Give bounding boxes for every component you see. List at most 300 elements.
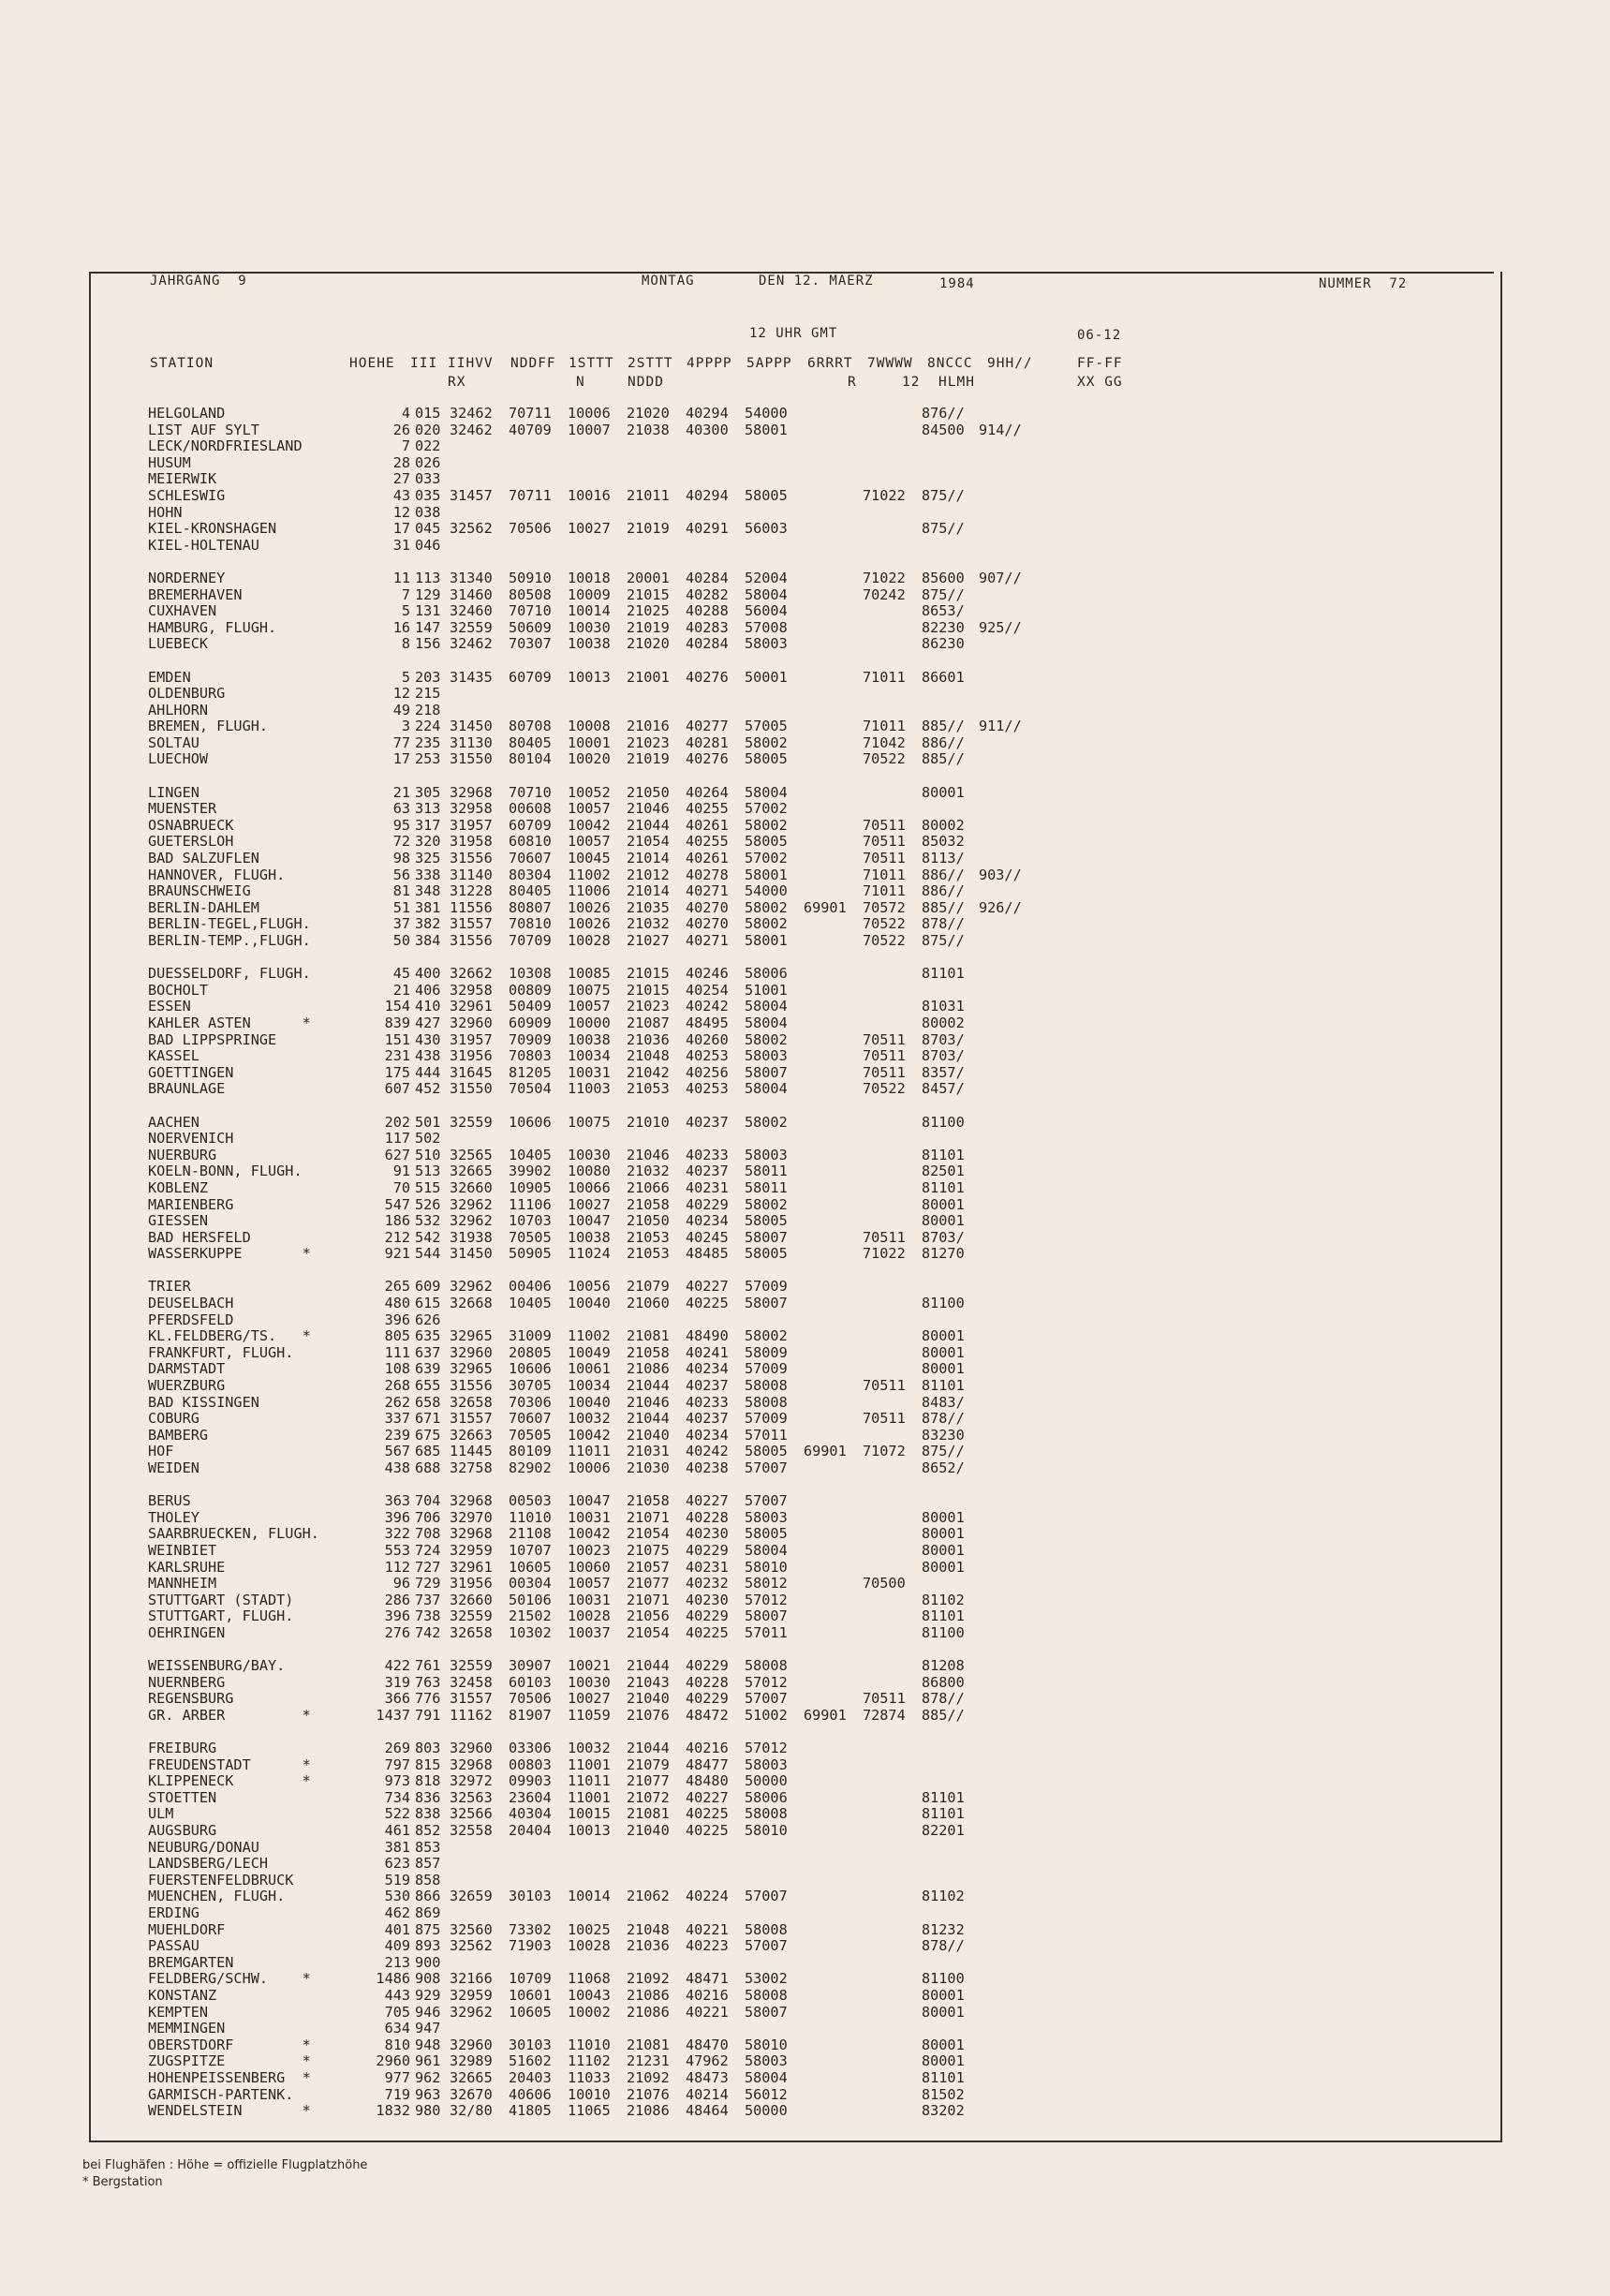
obs-cell: 235 [415,733,441,751]
obs-cell: 58004 [745,998,788,1015]
obs-cell [858,2087,917,2104]
obs-cell: 80405 [509,882,552,900]
obs-cell: 32989 [450,2052,493,2070]
station-row [148,851,1027,867]
obs-cell [799,1823,858,1840]
obs-cell: 763 [415,1673,441,1691]
obs-cell [622,438,681,455]
obs-cell [974,1213,1022,1230]
obs-cell: 70711 [509,405,552,422]
obs-cell [799,999,858,1015]
obs-cell: 961 [415,2052,441,2070]
obs-cell [974,2021,1022,2037]
obs-cell: 70511 [863,1063,906,1081]
obs-cell: 21077 [627,1772,670,1790]
obs-cell: 32960 [450,1740,493,1757]
obs-cell: 40221 [686,2003,729,2021]
obs-cell: 57011 [745,1623,788,1641]
obs-cell: 40241 [686,1343,729,1361]
obs-cell [799,1345,858,1362]
station-row [148,1708,1027,1725]
obs-cell: 21057 [627,1558,670,1576]
obs-cell [799,1608,858,1625]
obs-cell [1022,1608,1027,1625]
station-row [148,1197,1027,1214]
obs-cell [799,1378,858,1395]
obs-cell: 48473 [686,2068,729,2086]
obs-cell: 21040 [627,1690,670,1708]
obs-cell: 268 [384,1377,410,1395]
obs-cell: 40253 [686,1047,729,1065]
station-name: NUERBURG [148,1146,217,1163]
station-name: OLDENBURG [148,685,226,703]
obs-cell [622,1955,681,1972]
obs-cell: 21031 [627,1443,670,1460]
obs-cell [563,1840,622,1857]
obs-cell: 21001 [627,668,670,686]
station-name: WEINBIET [148,1541,217,1559]
obs-cell: 63 [392,800,410,818]
obs-cell [974,1246,1022,1263]
obs-cell: 69901 [804,1706,847,1724]
obs-cell: 57009 [745,1360,788,1378]
obs-cell [799,966,858,983]
obs-cell [799,1543,858,1560]
obs-cell [917,703,974,719]
obs-cell: 112 [384,1558,410,1576]
obs-cell [799,1296,858,1312]
obs-cell [799,1460,858,1477]
obs-cell: 32965 [450,1360,493,1378]
obs-cell [1022,801,1027,818]
obs-cell: 32559 [450,618,493,636]
station-row [148,703,1027,719]
obs-cell [445,455,504,472]
obs-cell: 11556 [450,898,493,916]
obs-cell: 10080 [568,1163,611,1180]
obs-cell: 58011 [745,1178,788,1196]
obs-cell: 32959 [450,1541,493,1559]
obs-cell [974,1608,1022,1625]
station-name: GIESSEN [148,1212,209,1230]
obs-cell: 911// [979,718,1022,735]
obs-cell: 607 [384,1080,410,1098]
obs-cell [681,505,740,522]
obs-cell: 10057 [568,800,611,818]
obs-cell: 21038 [627,421,670,438]
obs-cell: 10038 [568,1228,611,1246]
obs-cell: 40237 [686,1410,729,1428]
group-spacer [148,768,1027,785]
obs-cell [1022,1361,1027,1378]
obs-cell: 893 [415,1937,441,1955]
col-head-5: 1STTT [569,356,614,371]
obs-cell: 57008 [745,618,788,636]
obs-cell: 908 [415,1970,441,1988]
station-row [148,2087,1027,2104]
obs-cell: 83230 [922,1426,965,1444]
station-row [148,1658,1027,1675]
obs-cell: 40231 [686,1558,729,1576]
obs-cell [622,686,681,703]
obs-cell: 32462 [450,405,493,422]
obs-cell: 81208 [922,1657,965,1675]
obs-cell: 10302 [509,1623,552,1641]
obs-cell: 21053 [627,1228,670,1246]
obs-cell [858,1460,917,1477]
obs-cell: 48485 [686,1245,729,1263]
obs-cell: 40284 [686,635,729,653]
obs-cell: 40288 [686,602,729,620]
obs-cell: 32668 [450,1295,493,1312]
obs-cell: 286 [384,1591,410,1608]
obs-cell [974,521,1022,538]
obs-cell [974,538,1022,555]
obs-cell: 70522 [863,915,906,933]
station-row [148,686,1027,703]
obs-cell: 71011 [863,866,906,883]
obs-cell: 40264 [686,783,729,801]
station-row [148,1115,1027,1132]
obs-cell [858,1988,917,2005]
obs-cell: 70504 [509,1080,552,1098]
obs-cell [1022,1955,1027,1972]
obs-cell [917,1773,974,1790]
station-name: MANNHEIM [148,1575,217,1592]
obs-cell [681,1840,740,1857]
obs-cell: 40276 [686,750,729,768]
obs-cell: 10047 [568,1492,611,1510]
obs-cell [858,2037,917,2054]
obs-cell [1022,703,1027,719]
station-row [148,1560,1027,1577]
obs-cell [858,785,917,802]
obs-cell [974,1015,1022,1032]
obs-cell: 31557 [450,1690,493,1708]
station-row [148,867,1027,884]
obs-cell [445,686,504,703]
obs-cell: 1437 [376,1706,410,1724]
obs-cell [681,703,740,719]
obs-cell: 40284 [686,569,729,586]
obs-cell [740,505,799,522]
obs-cell: 32965 [450,1327,493,1345]
obs-cell [1022,1081,1027,1098]
col-head-1: HOEHE [349,356,395,371]
obs-cell [563,438,622,455]
obs-cell: 10028 [568,1607,611,1625]
obs-cell [1022,1213,1027,1230]
obs-cell: 637 [415,1343,441,1361]
obs-cell: 58010 [745,2036,788,2053]
obs-cell: 82230 [922,618,965,636]
obs-cell [858,1971,917,1988]
station-name: NEUBURG/DONAU [148,1838,259,1856]
obs-cell: 40234 [686,1426,729,1444]
obs-cell: 202 [384,1113,410,1131]
col-subhead-3: R [848,375,857,390]
obs-cell [799,521,858,538]
obs-cell: 71903 [509,1937,552,1955]
station-row [148,570,1027,587]
obs-cell [974,1592,1022,1609]
obs-cell: 384 [415,932,441,949]
obs-cell: 502 [415,1130,441,1148]
obs-cell: 58010 [745,1558,788,1576]
obs-cell [799,471,858,488]
obs-cell: 81232 [922,1920,965,1938]
col-head-3: IIHVV [448,356,494,371]
obs-cell: 32563 [450,1788,493,1806]
col-head-4: NDDFF [510,356,556,371]
obs-cell [563,703,622,719]
obs-cell: 40278 [686,866,729,883]
obs-cell: 31938 [450,1228,493,1246]
obs-cell: 396 [384,1607,410,1625]
station-name: BERLIN-DAHLEM [148,898,259,916]
obs-cell [740,538,799,555]
obs-cell: 10049 [568,1343,611,1361]
obs-cell: 639 [415,1360,441,1378]
obs-cell: 58004 [745,1014,788,1031]
obs-cell: 21020 [627,635,670,653]
obs-cell: 32968 [450,1525,493,1543]
obs-cell [1022,1048,1027,1065]
obs-cell: 70511 [863,1377,906,1395]
obs-cell: 10061 [568,1360,611,1378]
obs-cell: 156 [415,635,441,653]
obs-cell [974,1790,1022,1807]
station-name: KONSTANZ [148,1987,217,2004]
obs-cell: 8457/ [922,1080,965,1098]
obs-cell: 706 [415,1508,441,1526]
obs-cell: 32458 [450,1673,493,1691]
obs-cell: 58007 [745,2003,788,2021]
obs-cell [799,603,858,620]
obs-cell [974,2087,1022,2104]
obs-cell [799,1395,858,1412]
station-name: LIST AUF SYLT [148,421,259,438]
obs-cell: 21072 [627,1788,670,1806]
obs-cell: 21032 [627,1163,670,1180]
obs-cell: 21014 [627,850,670,867]
obs-cell: 57005 [745,718,788,735]
obs-cell: 58004 [745,1080,788,1098]
station-row [148,1180,1027,1197]
obs-cell: 69901 [804,898,847,916]
obs-cell [858,1592,917,1609]
obs-cell [799,505,858,522]
obs-cell [974,1823,1022,1840]
obs-cell: 80508 [509,585,552,603]
obs-cell: 70709 [509,932,552,949]
obs-cell: 10057 [568,998,611,1015]
obs-cell [799,1526,858,1543]
obs-cell [974,1560,1022,1577]
station-row [148,505,1027,522]
obs-cell [799,1428,858,1444]
col-head-13: FF-FF [1077,356,1123,371]
obs-cell: 805 [384,1327,410,1345]
station-name: GOETTINGEN [148,1063,234,1081]
obs-cell [858,1148,917,1164]
obs-cell: 21053 [627,1245,670,1263]
obs-cell: 724 [415,1541,441,1559]
station-name: GUETERSLOH [148,833,234,851]
obs-cell: 10027 [568,520,611,538]
station-row [148,1444,1027,1460]
obs-cell [1022,785,1027,802]
obs-cell: 10020 [568,750,611,768]
obs-cell: 925// [979,618,1022,636]
station-row [148,422,1027,439]
obs-cell [858,406,917,422]
obs-cell [974,1840,1022,1857]
station-row [148,1790,1027,1807]
obs-cell: 688 [415,1459,441,1476]
obs-cell: 57012 [745,1591,788,1608]
obs-cell: 803 [415,1740,441,1757]
obs-cell: 737 [415,1591,441,1608]
obs-cell: 40225 [686,1822,729,1840]
obs-cell [1022,916,1027,933]
obs-cell: 20805 [509,1343,552,1361]
obs-cell [974,1395,1022,1412]
obs-cell: 58007 [745,1295,788,1312]
obs-cell: 17 [392,750,410,768]
station-row [148,1543,1027,1560]
obs-cell [858,438,917,455]
station-name: AACHEN [148,1113,199,1131]
obs-cell: 32960 [450,2036,493,2053]
obs-cell: 21046 [627,800,670,818]
obs-cell: 31550 [450,750,493,768]
obs-cell [974,636,1022,653]
obs-cell [858,1889,917,1905]
station-name: BAD SALZUFLEN [148,850,259,867]
obs-cell [917,1840,974,1857]
obs-cell: 21087 [627,1014,670,1031]
station-name: BERLIN-TEMP.,FLUGH. [148,932,311,949]
obs-cell [799,686,858,703]
issue-number: NUMMER 72 [1319,276,1408,291]
obs-cell [1022,1032,1027,1049]
station-row [148,1411,1027,1428]
station-name: NORDERNEY [148,569,226,586]
obs-cell: 70506 [509,520,552,538]
obs-cell: 21 [392,981,410,999]
obs-cell: 80001 [922,1541,965,1559]
obs-cell: 10601 [509,1987,552,2004]
station-name: SOLTAU [148,733,199,751]
obs-cell: 31557 [450,1410,493,1428]
station-name: HOHN [148,503,183,521]
obs-cell [974,1312,1022,1329]
obs-cell [858,1608,917,1625]
obs-cell: 8483/ [922,1393,965,1411]
station-row [148,916,1027,933]
obs-cell [974,1345,1022,1362]
obs-cell: 60810 [509,833,552,851]
obs-cell [974,1576,1022,1592]
obs-cell: 40214 [686,2085,729,2103]
obs-cell: 10405 [509,1295,552,1312]
obs-cell [1022,1378,1027,1395]
obs-cell [799,1675,858,1692]
obs-cell: 32962 [450,2003,493,2021]
station-row [148,966,1027,983]
obs-cell: 21056 [627,1607,670,1625]
station-name: THOLEY [148,1508,199,1526]
obs-cell [974,1493,1022,1510]
obs-cell [858,1741,917,1757]
obs-cell: 56 [392,866,410,883]
obs-cell: 16 [392,618,410,636]
obs-cell: 82501 [922,1163,965,1180]
obs-cell: 32460 [450,602,493,620]
station-row [148,1428,1027,1444]
obs-cell: 926// [979,898,1022,916]
obs-cell [858,1955,917,1972]
obs-cell: 58002 [745,733,788,751]
station-name: KASSEL [148,1047,199,1065]
obs-cell: 038 [415,503,441,521]
obs-cell: 57007 [745,1937,788,1955]
obs-cell: 12 [392,685,410,703]
obs-cell [858,999,917,1015]
obs-cell [504,1856,563,1873]
obs-cell: 11065 [568,2102,611,2120]
obs-cell: 80109 [509,1443,552,1460]
obs-cell: 32968 [450,1492,493,1510]
station-row [148,801,1027,818]
obs-cell [1022,1773,1027,1790]
station-row [148,2103,1027,2120]
obs-cell [858,1840,917,1857]
obs-cell: 438 [415,1047,441,1065]
obs-cell: 21502 [509,1607,552,1625]
obs-cell: 363 [384,1492,410,1510]
obs-cell [799,406,858,422]
obs-cell: 81102 [922,1888,965,1905]
obs-cell [799,1691,858,1708]
obs-cell [858,686,917,703]
col-head-12: 9HH// [987,356,1033,371]
station-row [148,1230,1027,1247]
obs-cell: 70511 [863,1047,906,1065]
station-row [148,636,1027,653]
obs-cell: 401 [384,1920,410,1938]
obs-cell [1022,505,1027,522]
obs-cell: 20404 [509,1822,552,1840]
obs-cell: 31557 [450,915,493,933]
obs-cell [1022,1592,1027,1609]
obs-cell [974,455,1022,472]
obs-cell: 40253 [686,1080,729,1098]
obs-cell: 10057 [568,1575,611,1592]
obs-cell [858,1163,917,1180]
obs-cell: 32462 [450,421,493,438]
obs-cell [974,818,1022,835]
obs-cell: 81270 [922,1245,965,1263]
obs-cell: 50905 [509,1245,552,1263]
obs-cell [1022,1345,1027,1362]
station-row [148,1493,1027,1510]
obs-cell: 54000 [745,882,788,900]
obs-cell: 869 [415,1904,441,1922]
obs-cell: 39902 [509,1163,552,1180]
obs-cell [974,1279,1022,1296]
